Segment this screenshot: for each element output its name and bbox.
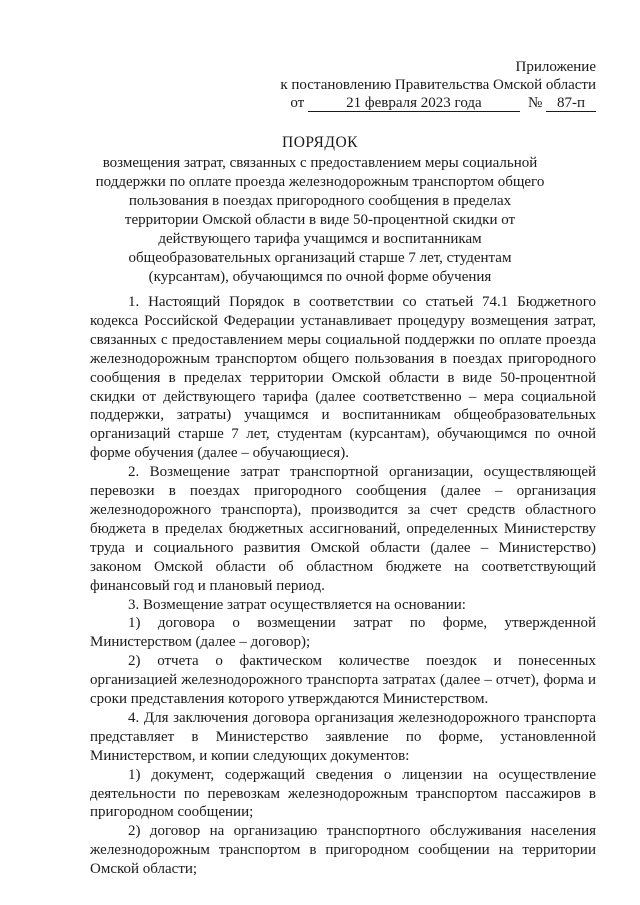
date-prefix: от (290, 95, 305, 111)
document-title: ПОРЯДОК (282, 134, 358, 151)
paragraph-3: 3. Возмещение затрат осуществляется на основании: (128, 596, 466, 613)
resolution-date: 21 февраля 2023 года (308, 95, 520, 112)
paragraph-3-item-2: 2) отчета о фактическом количестве поездок и понесенных организацией железнодорожного транспорта затратах (далее – отчет), форма и сроки представления которого утверждаются Министерством. (90, 653, 596, 708)
paragraph-4-item-1: 1) документ, содержащий сведения о лицензии на осуществление деятельности по перевозкам железнодорожным транспортом пассажиров в пригородном сообщении; (90, 766, 596, 821)
appendix-label: Приложение (515, 59, 596, 75)
number-prefix: № (527, 95, 543, 111)
document-subtitle: возмещения затрат, связанных с предоставлением меры социальной поддержки по оплате проезда железнодорожным транспортом общего пользования в поездах пригородного сообщения в пределах территории Омской области в виде 50-процентной скидки от действующего тарифа учащимся и воспитанникам общеобразовательных организаций старше 7 лет, студентам (курсантам), обучающимся по очной форме обучения (95, 155, 545, 285)
resolution-number: 87-п (546, 95, 596, 112)
paragraph-1: 1. Настоящий Порядок в соответствии со статьей 74.1 Бюджетного кодекса Российской Федерации устанавливает процедуру возмещения затрат, связанных с предоставлением меры социальной поддержки по оплате проезда железнодорожным транспортом общего пользования в поездах пригородного сообщения в пределах территории Омской области в виде 50-процентной скидки от действующего тарифа (далее соответственно – мера социальной поддержки, затраты) учащимся и воспитанникам общеобразовательных организаций старше 7 лет, студентам (курсантам), обучающимся по очной форме обучения (далее – обучающиеся). (90, 294, 596, 462)
appendix-resolution-ref: к постановлению Правительства Омской области (280, 77, 596, 93)
appendix-header (280, 58, 596, 112)
document-body (90, 293, 596, 879)
appendix-date-number-line (280, 94, 596, 112)
paragraph-3-item-1: 1) договора о возмещении затрат по форме, утвержденной Министерством (далее – договор); (90, 615, 596, 651)
paragraph-2: 2. Возмещение затрат транспортной организации, осуществляющей перевозки в поездах пригородного сообщения (далее – организация железнодорожного транспорта), производится за счет средств областного бюджета в пределах бюджетных ассигнований, определенных Министерству труда и социального развития Омской области (далее – Министерство) законом Омской области об областном бюджете на соответствующий финансовый год и плановый период. (90, 464, 596, 594)
paragraph-4-item-2: 2) договор на организацию транспортного обслуживания населения железнодорожным транспортом в пригородном сообщении на территории Омской области; (90, 823, 596, 878)
document-title-block (92, 133, 548, 287)
paragraph-4: 4. Для заключения договора организация железнодорожного транспорта представляет в Министерство заявление по форме, установленной Министерством, и копии следующих документов: (90, 709, 596, 764)
